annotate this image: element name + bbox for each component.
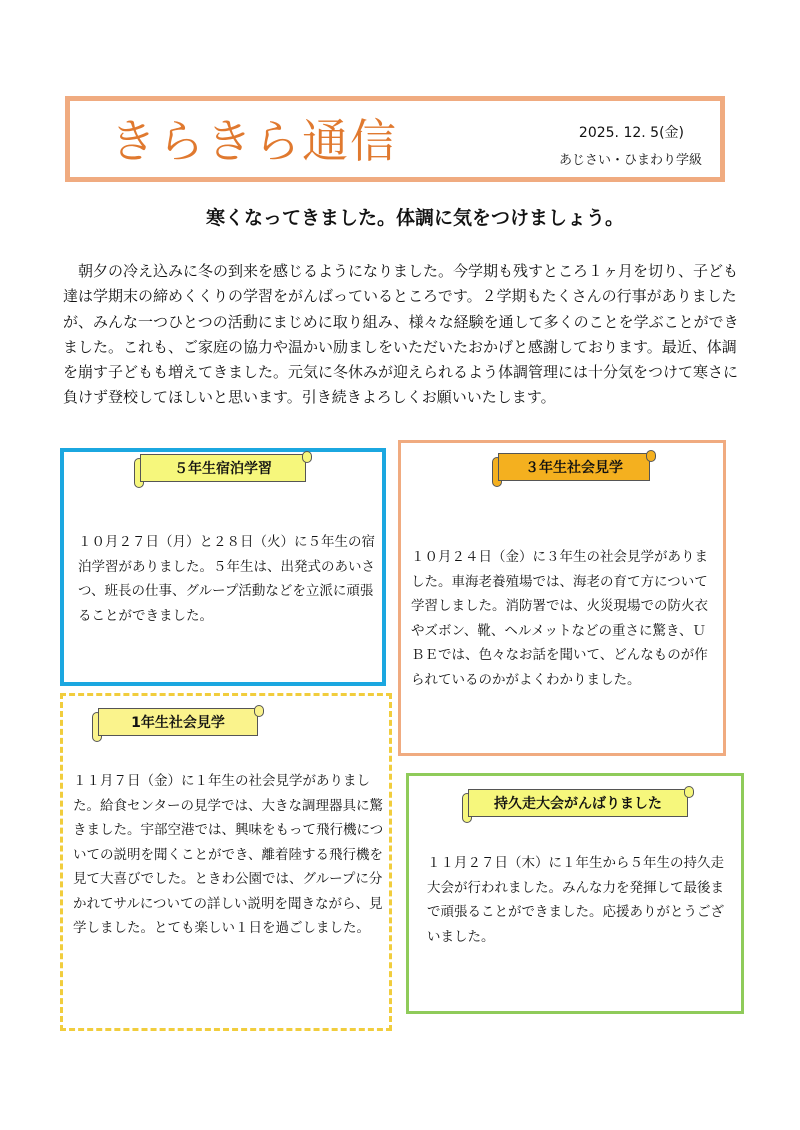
section-grade5-text: １０月２７日（月）と２８日（火）に５年生の宿泊学習がありました。５年生は、出発式のあいさつ、班長の仕事、グループ活動などを立派に頑張ることができました。 bbox=[78, 534, 375, 624]
intro-paragraph: 朝夕の冷え込みに冬の到来を感じるようになりました。今学期も残すところ１ヶ月を切り、子ども達は学期末の締めくくりの学習をがんばっているところです。２学期もたくさんの行事がありましたが、みんな一つひとつの活動にまじめに取り組み、様々な経験を通して多くのことを学ぶことができました。これも、ご家庭の協力や温かい励ましをいただいたおかげと感謝しております。最近、体調を崩す子どもも増えてきました。元気に冬休みが迎えられるよう体調管理には十分気をつけて寒さに負けず登校してほしいと思います。引き続きよろしくお願いいたします。 bbox=[63, 262, 739, 407]
headline: 寒くなってきました。体調に気をつけましょう。 bbox=[205, 207, 624, 229]
newsletter-header bbox=[65, 96, 725, 182]
section-grade3-box bbox=[398, 440, 726, 756]
issue-date: 2025. 12. 5(金) bbox=[578, 125, 684, 141]
section-grade3-banner bbox=[492, 453, 660, 487]
section-marathon-banner bbox=[462, 789, 698, 823]
section-grade3-text: １０月２４日（金）に３年生の社会見学がありました。車海老養殖場では、海老の育て方について学習しました。消防署では、火災現場での防火衣やズボン、靴、ヘルメットなどの重さに驚き、ＵＢＥでは、色々なお話を聞いて、どんなものが作られているのかがよくわかりました。 bbox=[411, 549, 708, 688]
scroll-roll-icon bbox=[646, 450, 656, 462]
section-grade1-box bbox=[60, 693, 392, 1031]
scroll-roll-icon bbox=[684, 786, 694, 798]
section-marathon-text: １１月２７日（木）に１年生から５年生の持久走大会が行われました。みんな力を発揮して最後まで頑張ることができました。応援ありがとうございました。 bbox=[427, 855, 724, 945]
section-grade1-text: １１月７日（金）に１年生の社会見学がありました。給食センターの見学では、大きな調理器具に驚きました。宇部空港では、興味をもって飛行機についての説明を聞くことができ、離着陸する飛行機を見て大喜びでした。ときわ公園では、グループに分かれてサルについての詳しい説明を聞きながら、見学しました。とても楽しい１日を過ごしました。 bbox=[73, 773, 384, 936]
class-name: あじさい・ひまわり学級 bbox=[558, 153, 702, 168]
section-grade1-title: 1年生社会見学 bbox=[98, 708, 258, 736]
section-grade5-title: ５年生宿泊学習 bbox=[140, 454, 306, 482]
section-grade1-banner bbox=[92, 708, 268, 742]
scroll-roll-icon bbox=[302, 451, 312, 463]
section-marathon-title: 持久走大会がんばりました bbox=[468, 789, 688, 817]
section-grade5-banner bbox=[134, 454, 316, 488]
scroll-roll-icon bbox=[254, 705, 264, 717]
newsletter-title: きらきら通信 bbox=[110, 114, 398, 168]
section-grade3-title: ３年生社会見学 bbox=[498, 453, 650, 481]
